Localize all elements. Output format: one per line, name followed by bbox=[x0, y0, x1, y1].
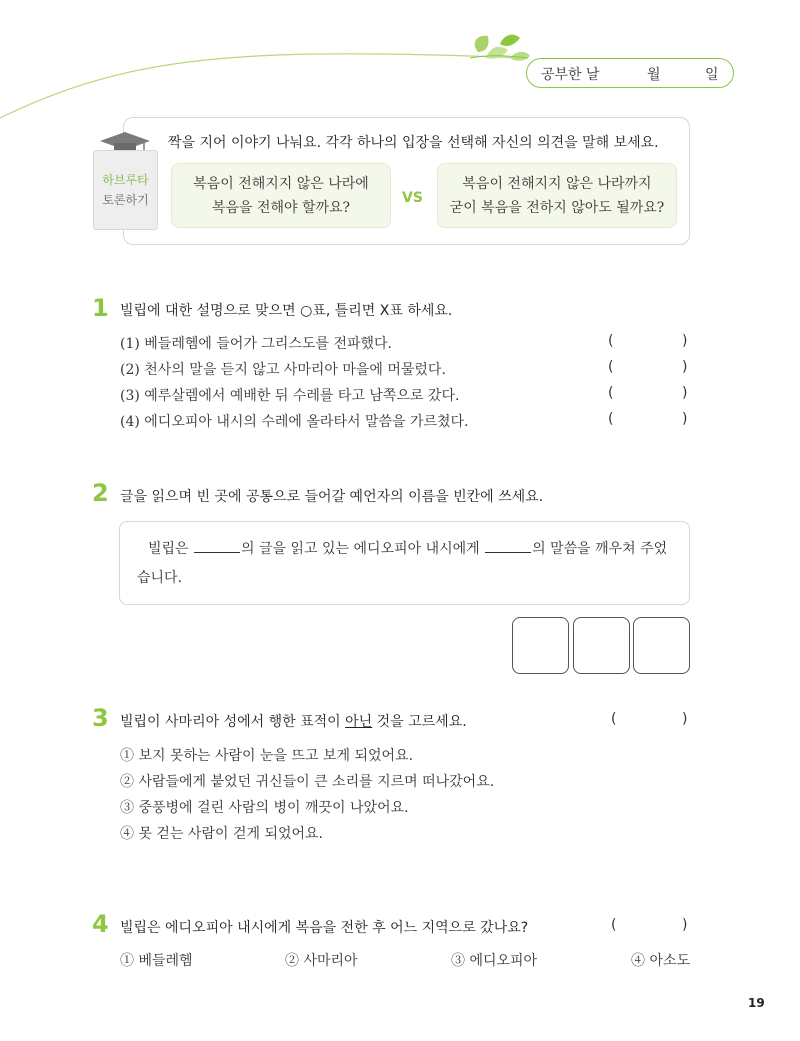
question-1-text: 빌립에 대한 설명으로 맞으면 ○표, 틀리면 X표 하세요. bbox=[120, 303, 453, 319]
opinion-left bbox=[171, 163, 391, 228]
q1-item: (1) 베들레헴에 들어가 그리스도를 전파했다. bbox=[120, 336, 392, 352]
badge-line2: 토론하기 bbox=[102, 193, 149, 207]
fill-in-passage-box bbox=[119, 521, 690, 605]
study-date-label: 공부한 날 bbox=[541, 67, 600, 83]
question-3-text bbox=[120, 711, 467, 731]
q3-text-after: 것을 고르세요. bbox=[372, 714, 467, 730]
opinion-left-line1: 복음이 전해지지 않은 나라에 bbox=[193, 176, 369, 192]
q3-option[interactable]: ② 사람들에게 붙었던 귀신들이 큰 소리를 지르며 떠나갔어요. bbox=[120, 774, 495, 790]
q1-item: (3) 예루살렘에서 예배한 뒤 수레를 타고 남쪽으로 갔다. bbox=[120, 388, 460, 404]
page-number: 19 bbox=[748, 996, 765, 1010]
question-2-text: 글을 읽으며 빈 곳에 공통으로 들어갈 예언자의 이름을 빈칸에 쓰세요. bbox=[120, 489, 544, 505]
answer-box-1[interactable] bbox=[512, 617, 569, 674]
passage-seg2: 의 글을 읽고 있는 에디오피아 내시에게 bbox=[241, 541, 480, 557]
q4-option[interactable]: ④ 아소도 bbox=[631, 953, 691, 969]
q4-answer-open[interactable]: ( bbox=[611, 917, 617, 933]
blank-2[interactable] bbox=[485, 540, 531, 553]
answer-box-3[interactable] bbox=[633, 617, 690, 674]
debate-instruction: 짝을 지어 이야기 나눠요. 각각 하나의 입장을 선택해 자신의 의견을 말해 보세요. bbox=[168, 135, 659, 151]
question-3-number: 3 bbox=[92, 704, 109, 732]
day-label: 일 bbox=[705, 67, 719, 83]
vs-label: VS bbox=[402, 190, 423, 206]
blank-1[interactable] bbox=[194, 540, 240, 553]
opinion-right bbox=[437, 163, 677, 228]
study-date-field bbox=[526, 58, 734, 88]
question-2-number: 2 bbox=[92, 479, 109, 507]
answer-box-2[interactable] bbox=[573, 617, 630, 674]
q3-text-emphasis: 아닌 bbox=[345, 714, 373, 730]
q3-option[interactable]: ④ 못 걷는 사람이 걷게 되었어요. bbox=[120, 826, 323, 842]
badge-line1: 하브루타 bbox=[102, 173, 149, 187]
opinion-left-line2: 복음을 전해야 할까요? bbox=[211, 200, 351, 216]
passage-seg4: 습니다. bbox=[137, 570, 183, 586]
passage-seg1: 빌립은 bbox=[148, 541, 189, 557]
question-1-number: 1 bbox=[92, 294, 109, 322]
opinion-right-line1: 복음이 전해지지 않은 나라까지 bbox=[462, 176, 652, 192]
q3-option[interactable]: ③ 중풍병에 걸린 사람의 병이 깨끗이 나았어요. bbox=[120, 800, 409, 816]
q1-answer-close: ) bbox=[682, 385, 688, 401]
q1-answer-close: ) bbox=[682, 411, 688, 427]
q3-answer-close: ) bbox=[682, 711, 688, 727]
q4-option[interactable]: ② 사마리아 bbox=[285, 953, 358, 969]
question-4-number: 4 bbox=[92, 910, 109, 938]
passage-seg3: 의 말씀을 깨우쳐 주었 bbox=[532, 541, 668, 557]
month-label: 월 bbox=[647, 67, 661, 83]
header-curve-line bbox=[0, 54, 526, 118]
q3-option[interactable]: ① 보지 못하는 사람이 눈을 뜨고 보게 되었어요. bbox=[120, 748, 414, 764]
q1-item: (2) 천사의 말을 듣지 않고 사마리아 마을에 머물렀다. bbox=[120, 362, 446, 378]
q1-answer-open[interactable]: ( bbox=[608, 359, 614, 375]
q1-answer-open[interactable]: ( bbox=[608, 411, 614, 427]
q3-answer-open[interactable]: ( bbox=[611, 711, 617, 727]
question-4-text: 빌립은 에디오피아 내시에게 복음을 전한 후 어느 지역으로 갔나요? bbox=[120, 920, 529, 936]
q4-option[interactable]: ③ 에디오피아 bbox=[451, 953, 538, 969]
havruta-badge bbox=[93, 150, 158, 230]
q1-answer-open[interactable]: ( bbox=[608, 333, 614, 349]
q3-text-before: 빌립이 사마리아 성에서 행한 표적이 bbox=[120, 714, 346, 730]
opinion-right-line2: 굳이 복음을 전하지 않아도 될까요? bbox=[449, 200, 665, 216]
q1-answer-close: ) bbox=[682, 359, 688, 375]
q1-answer-close: ) bbox=[682, 333, 688, 349]
q1-item: (4) 에디오피아 내시의 수레에 올라타서 말씀을 가르쳤다. bbox=[120, 414, 469, 430]
q1-answer-open[interactable]: ( bbox=[608, 385, 614, 401]
fill-in-passage-line1 bbox=[148, 538, 667, 558]
q4-answer-close: ) bbox=[682, 917, 688, 933]
q4-option[interactable]: ① 베들레헴 bbox=[120, 953, 193, 969]
